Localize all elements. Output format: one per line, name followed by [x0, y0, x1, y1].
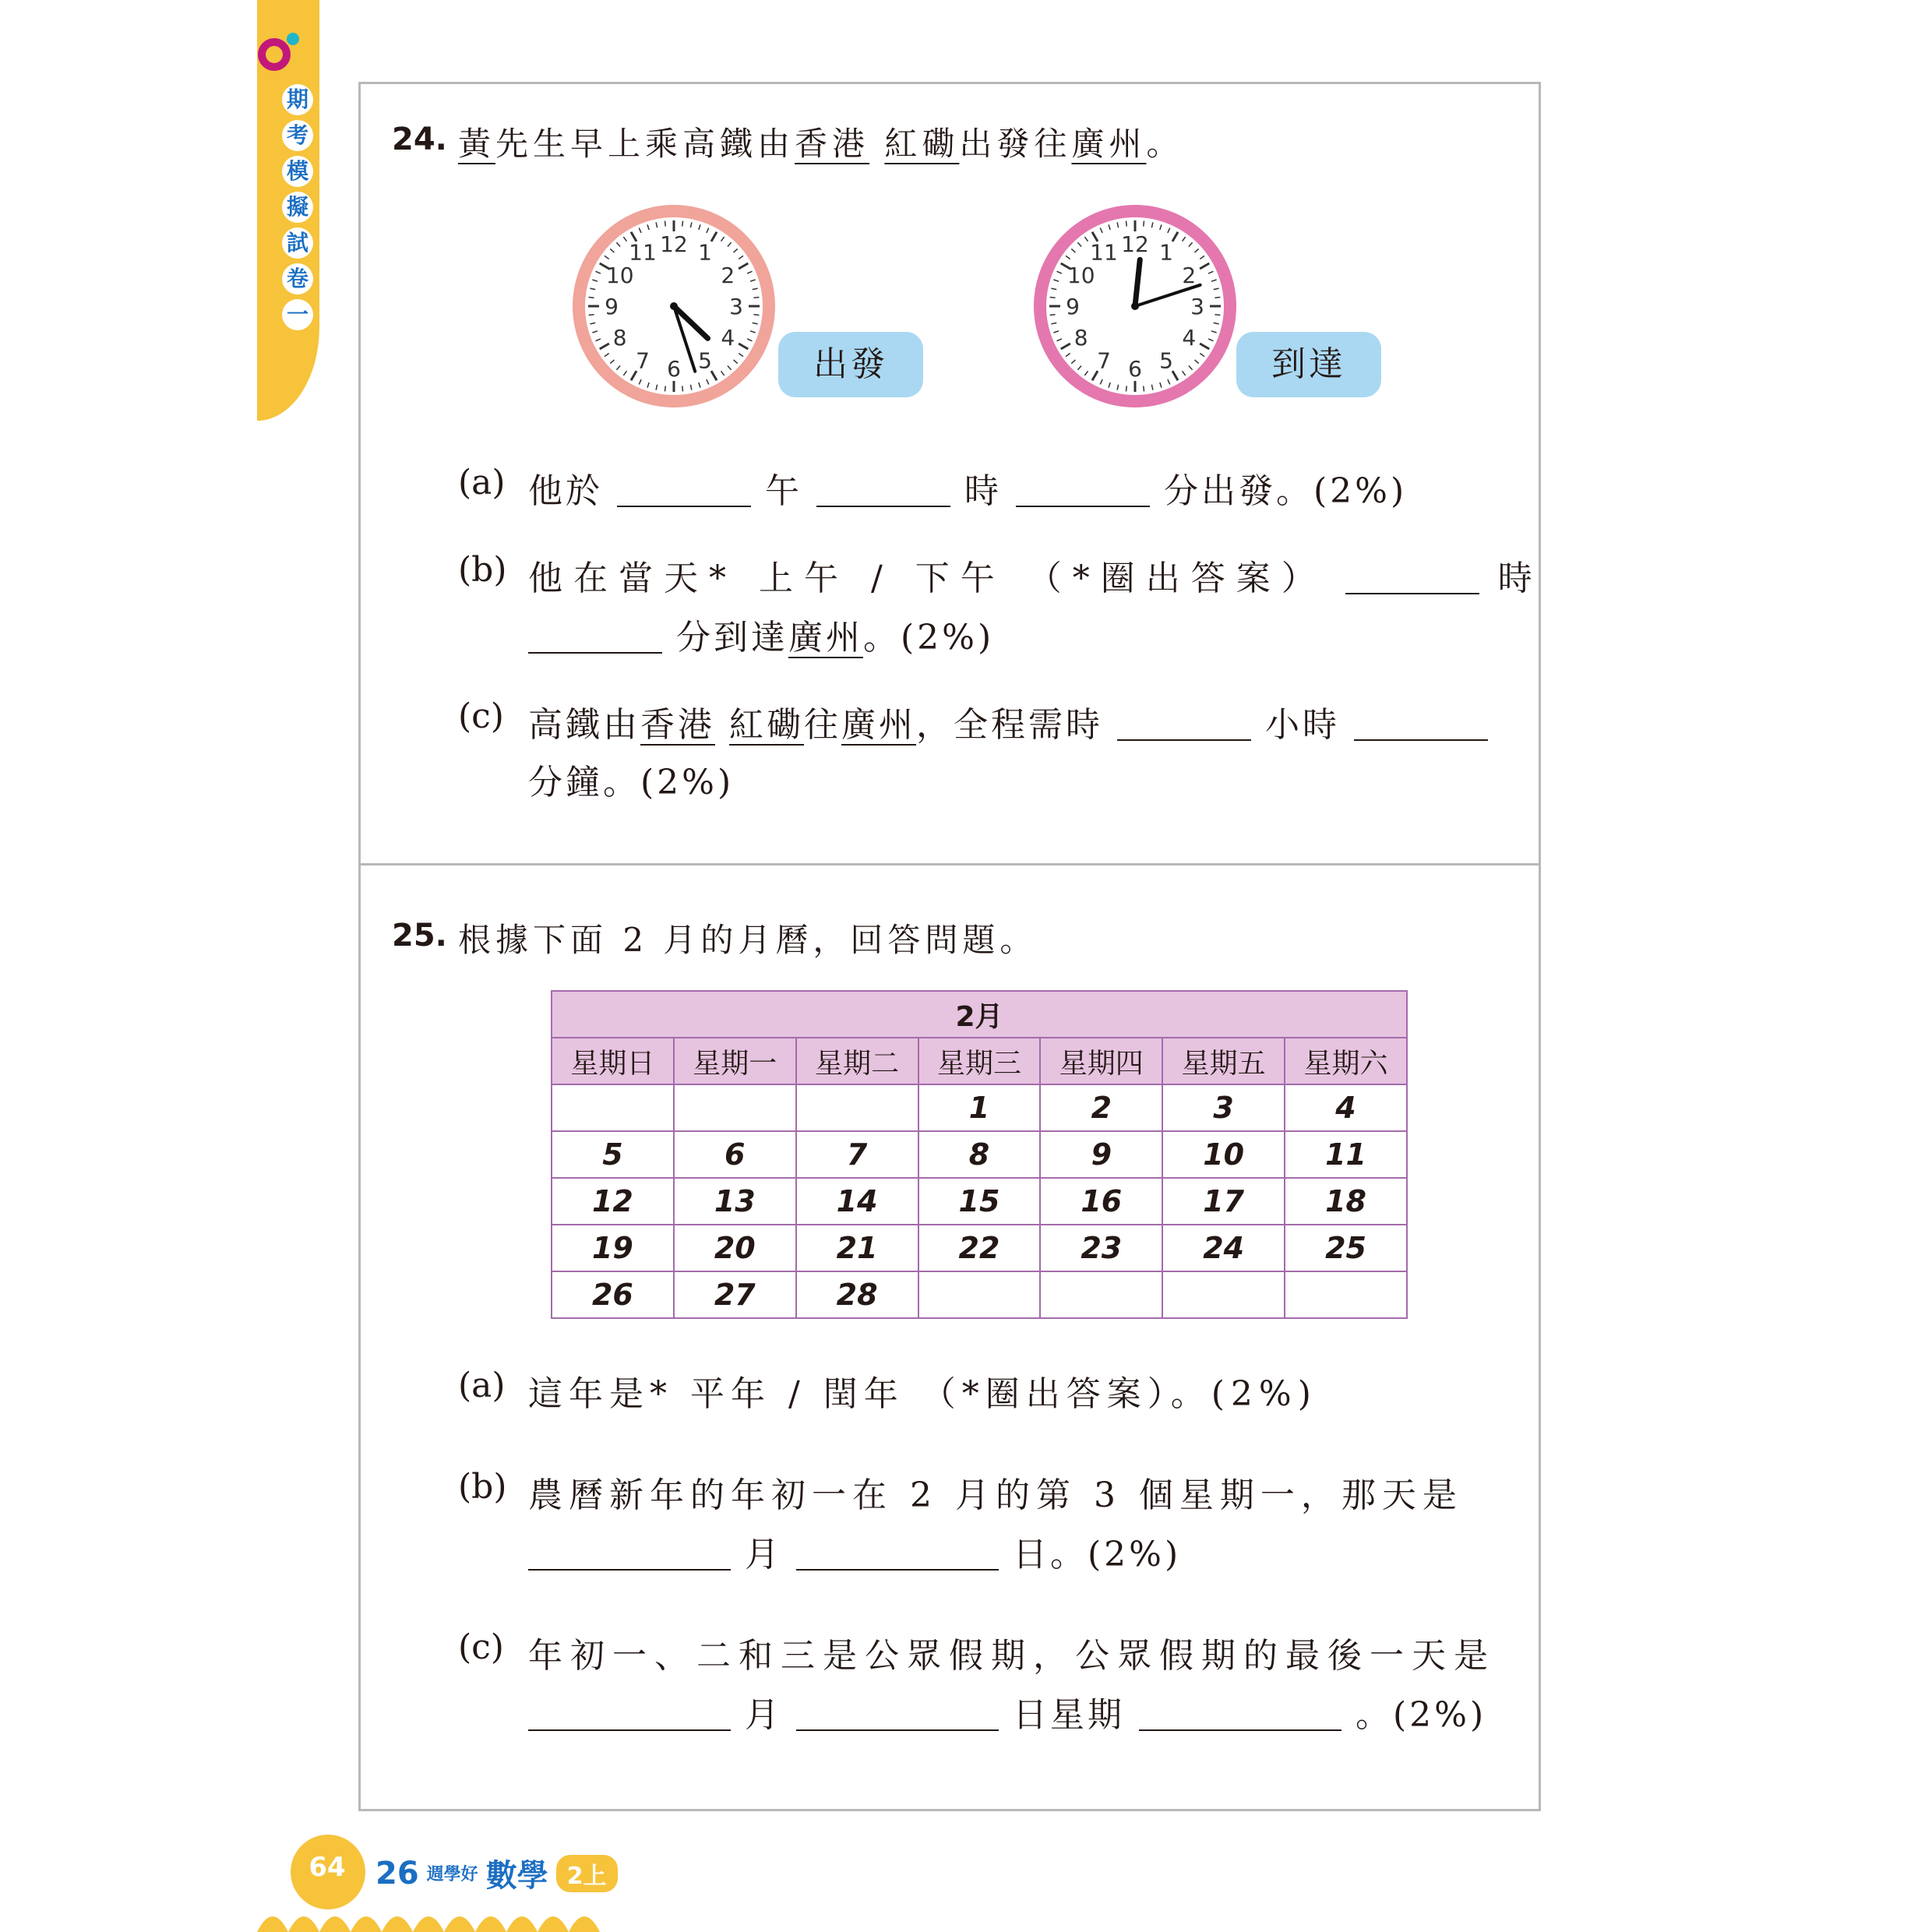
clock-tick	[753, 315, 759, 316]
side-char: 一	[282, 299, 313, 330]
calendar-day-cell	[1285, 1271, 1407, 1318]
clock-numeral: 12	[1121, 231, 1149, 257]
calendar-day-cell: 27	[674, 1271, 796, 1318]
clock-numeral: 8	[612, 325, 627, 351]
question-divider	[361, 863, 1539, 866]
february-calendar	[551, 990, 1408, 1319]
clock-tick	[1126, 386, 1127, 391]
answer-blank[interactable]	[528, 1569, 731, 1571]
clock-numeral: 5	[1159, 347, 1173, 374]
calendar-week-row	[552, 1178, 1407, 1225]
q25a-label: (a)	[458, 1366, 506, 1405]
clock-numeral: 9	[1066, 294, 1080, 319]
question-24-number: 24.	[392, 122, 447, 157]
q25c-label: (c)	[458, 1627, 504, 1667]
calendar-weekday: 星期二	[796, 1038, 918, 1084]
q24a-text: 他於 午 時 分出發。(2%)	[528, 471, 1408, 511]
calendar-weekday: 星期三	[918, 1038, 1041, 1084]
q24b-line1: 他在當天* 上午 / 下午 （*圈出答案） 時	[528, 559, 1543, 598]
clock-center	[670, 302, 678, 310]
arrive-tag: 到達	[1236, 332, 1381, 397]
calendar-day-cell: 14	[796, 1178, 918, 1225]
clock-tick	[1126, 221, 1127, 227]
calendar-day-cell: 5	[552, 1131, 674, 1178]
q24b-line2: 分到達廣州。(2%)	[528, 609, 994, 659]
calendar-day-cell	[552, 1084, 674, 1131]
q25c-line1: 年初一、二和三是公眾假期，公眾假期的最後一天是	[528, 1636, 1496, 1676]
calendar-day-cell: 4	[1285, 1084, 1407, 1131]
calendar-weekday-row	[552, 1038, 1407, 1084]
answer-blank[interactable]	[796, 1569, 999, 1571]
clock-numeral: 6	[667, 356, 681, 382]
clock-numeral: 8	[1074, 325, 1088, 351]
answer-blank[interactable]	[528, 1729, 731, 1731]
answer-blank[interactable]	[617, 506, 751, 507]
calendar-day-cell: 10	[1162, 1131, 1285, 1178]
calendar-weekday: 星期日	[552, 1038, 674, 1084]
q24b-label: (b)	[458, 550, 507, 590]
answer-blank[interactable]	[1016, 506, 1150, 507]
calendar-day-cell: 23	[1040, 1225, 1162, 1271]
clock-numeral: 7	[636, 347, 650, 374]
answer-blank[interactable]	[796, 1729, 999, 1731]
clock-numeral: 4	[721, 325, 735, 351]
side-char: 模	[282, 156, 313, 187]
q25b-label: (b)	[458, 1467, 507, 1507]
calendar-day-cell	[918, 1271, 1041, 1318]
calendar-day-cell	[1162, 1271, 1285, 1318]
calendar-day-cell: 21	[796, 1225, 918, 1271]
calendar-day-cell: 19	[552, 1225, 674, 1271]
calendar-day-cell: 28	[796, 1271, 918, 1318]
clock-numeral: 11	[629, 239, 657, 266]
calendar-weekday: 星期四	[1040, 1038, 1162, 1084]
calendar-day-cell: 18	[1285, 1178, 1407, 1225]
q24c-line2: 分鐘。(2%)	[528, 763, 735, 802]
calendar-day-cell	[796, 1084, 918, 1131]
clock-tick	[682, 221, 683, 227]
question-25-text: 根據下面 2 月的月曆，回答問題。	[458, 921, 1038, 959]
calendar-day-cell: 25	[1285, 1225, 1407, 1271]
clock-numeral: 12	[660, 231, 688, 257]
calendar-day-cell: 24	[1162, 1225, 1285, 1271]
clock-center	[1131, 302, 1139, 310]
calendar-day-cell: 16	[1040, 1178, 1162, 1225]
answer-blank[interactable]	[1117, 739, 1251, 741]
calendar-day-cell: 17	[1162, 1178, 1285, 1225]
clock-numeral: 2	[721, 263, 735, 288]
question-25-number: 25.	[392, 918, 447, 954]
side-char: 考	[282, 120, 313, 151]
book-brand: 26 週學好 數學 2上	[375, 1851, 618, 1895]
clock-numeral: 9	[605, 294, 619, 319]
clock-tick	[1215, 315, 1220, 316]
clock-tick	[665, 386, 666, 391]
footer-scallop-decoration	[257, 1901, 600, 1932]
side-char: 卷	[282, 263, 313, 294]
answer-blank[interactable]	[1139, 1729, 1341, 1731]
calendar-day-cell: 3	[1162, 1084, 1285, 1131]
calendar-day-cell	[1040, 1271, 1162, 1318]
clock-numeral: 1	[698, 239, 712, 266]
clock-numeral: 3	[729, 294, 743, 319]
calendar-day-cell: 22	[918, 1225, 1041, 1271]
calendar-day-cell: 6	[674, 1131, 796, 1178]
calendar-weekday: 星期一	[674, 1038, 796, 1084]
calendar-day-cell: 26	[552, 1271, 674, 1318]
calendar-week-row	[552, 1225, 1407, 1271]
clock-numeral: 10	[1066, 263, 1095, 288]
clock-tick	[682, 386, 683, 391]
calendar-day-cell: 9	[1040, 1131, 1162, 1178]
clock-tick	[589, 315, 594, 316]
clock-numeral: 1	[1159, 239, 1173, 266]
q24c-label: (c)	[458, 696, 504, 736]
calendar-week-row	[552, 1084, 1407, 1131]
q25b-line1: 農曆新年的年初一在 2 月的第 3 個星期一，那天是	[528, 1475, 1463, 1515]
question-24-text: 黃先生早上乘高鐵由香港 紅磡出發往廣州。	[458, 125, 1184, 163]
calendar-week-row	[552, 1131, 1407, 1178]
calendar-day-cell: 15	[918, 1178, 1041, 1225]
answer-blank[interactable]	[528, 652, 662, 654]
clock-numeral: 10	[605, 263, 634, 288]
departure-clock	[571, 203, 777, 409]
paper-title-vertical	[282, 84, 313, 330]
calendar-day-cell: 1	[918, 1084, 1041, 1131]
series-logo-icon	[257, 30, 304, 76]
arrival-clock	[1032, 203, 1238, 409]
q25c-line2: 月 日星期 。(2%)	[528, 1687, 1486, 1736]
calendar-day-cell: 2	[1040, 1084, 1162, 1131]
depart-tag: 出發	[778, 332, 923, 397]
answer-blank[interactable]	[1345, 593, 1479, 594]
question-frame	[358, 82, 1541, 1811]
clock-numeral: 6	[1128, 356, 1142, 382]
clock-tick	[665, 221, 666, 227]
calendar-month: 2月	[552, 991, 1407, 1038]
calendar-day-cell: 12	[552, 1178, 674, 1225]
side-char: 期	[282, 84, 313, 115]
page-number: 64	[308, 1852, 346, 1883]
clock-numeral: 2	[1182, 263, 1197, 288]
clock-numeral: 11	[1090, 239, 1118, 266]
side-char: 擬	[282, 192, 313, 223]
q24a-label: (a)	[458, 463, 506, 502]
q25a-text: 這年是* 平年 / 閏年 （*圈出答案）。(2%)	[528, 1374, 1317, 1414]
clock-tick	[1050, 315, 1056, 316]
calendar-day-cell: 11	[1285, 1131, 1407, 1178]
answer-blank[interactable]	[816, 506, 950, 507]
calendar-day-cell: 20	[674, 1225, 796, 1271]
answer-blank[interactable]	[1354, 739, 1488, 741]
clock-numeral: 3	[1190, 294, 1204, 319]
calendar-day-cell	[674, 1084, 796, 1131]
calendar-day-cell: 13	[674, 1178, 796, 1225]
calendar-weekday: 星期五	[1162, 1038, 1285, 1084]
q25b-line2: 月 日。(2%)	[528, 1526, 1181, 1576]
side-char: 試	[282, 227, 313, 259]
calendar-week-row	[552, 1271, 1407, 1318]
clock-numeral: 7	[1097, 347, 1111, 374]
calendar-weekday: 星期六	[1285, 1038, 1407, 1084]
q24c-line1: 高鐵由香港 紅磡往廣州，全程需時 小時	[528, 696, 1502, 746]
calendar-day-cell: 7	[796, 1131, 918, 1178]
calendar-day-cell: 8	[918, 1131, 1041, 1178]
clock-numeral: 5	[698, 347, 712, 374]
clock-numeral: 4	[1182, 325, 1197, 351]
